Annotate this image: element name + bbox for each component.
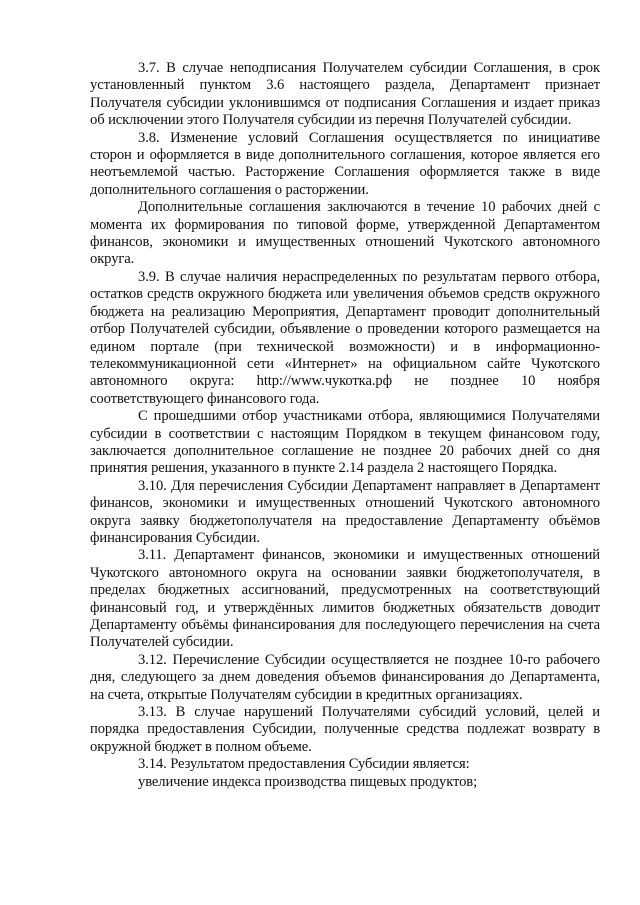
paragraph-3-10: 3.10. Для перечисления Субсидии Департамент направляет в Департамент финансов, экономики и имущественных отношений Чукотского автономного округа заявку бюджетополучателя на предоставление Департаменту объёмов финансирования Субсидии. — [90, 477, 600, 546]
paragraph-3-11: 3.11. Департамент финансов, экономики и имущественных отношений Чукотского автономного округа на основании заявки бюджетополучателя, в пределах бюджетных ассигнований, предусмотренных на соответствующий финансовый год, и утверждённых лимитов бюджетных обязательств доводит Департаменту объёмы финансирования для последующего перечисления на счета Получателей субсидии. — [90, 547, 600, 651]
paragraph-3-9: 3.9. В случае наличия нераспределенных по результатам первого отбора, остатков средств окружного бюджета или увеличения объемов средств окружного бюджета на реализацию Мероприятия, Департамент проводит дополнительный отбор Получателей субсидии, объявление о проведении которого размещается на едином портале (при технической возможности) и в информационно-телекоммуникационной сети «Интернет» на официальном сайте Чукотского автономного округа: http://www.чукотка.рф не позднее 10 ноября соответствующего финансового года. — [90, 268, 600, 407]
paragraph-3-14: 3.14. Результатом предоставления Субсидии является: — [138, 756, 470, 773]
paragraph-additional-agreements: Дополнительные соглашения заключаются в течение 10 рабочих дней с момента их формирования по типовой форме, утвержденной Департаментом финансов, экономики и имущественных отношений Чукотского автономного округа. — [90, 199, 600, 268]
document-page — [90, 60, 600, 791]
paragraph-result-item: увеличение индекса производства пищевых продуктов; — [138, 773, 478, 790]
paragraph-selection-participants: С прошедшими отбор участниками отбора, являющимися Получателями субсидии в соответствии с настоящим Порядком в текущем финансовом году, заключается дополнительное соглашение не позднее 20 рабочих дней со дня принятия решения, указанного в пункте 2.14 раздела 2 настоящего Порядка. — [90, 408, 600, 477]
paragraph-3-12: 3.12. Перечисление Субсидии осуществляется не позднее 10-го рабочего дня, следующего за днем доведения объемов финансирования до Департамента, на счета, открытые Получателям субсидии в кредитных организациях. — [90, 651, 600, 703]
paragraph-3-8: 3.8. Изменение условий Соглашения осуществляется по инициативе сторон и оформляется в виде дополнительного соглашения, которое является его неотъемлемой частью. Расторжение Соглашения оформляется также в виде дополнительного соглашения о расторжении. — [90, 129, 600, 198]
paragraph-3-7: 3.7. В случае неподписания Получателем субсидии Соглашения, в срок установленный пунктом 3.6 настоящего раздела, Департамент признает Получателя субсидии уклонившимся от подписания Соглашения и издает приказ об исключении этого Получателя субсидии из перечня Получателей субсидии. — [90, 60, 600, 129]
paragraph-3-13: 3.13. В случае нарушений Получателями субсидий условий, целей и порядка предоставления Субсидии, полученные средства подлежат возврату в окружной бюджет в полном объеме. — [90, 704, 600, 755]
